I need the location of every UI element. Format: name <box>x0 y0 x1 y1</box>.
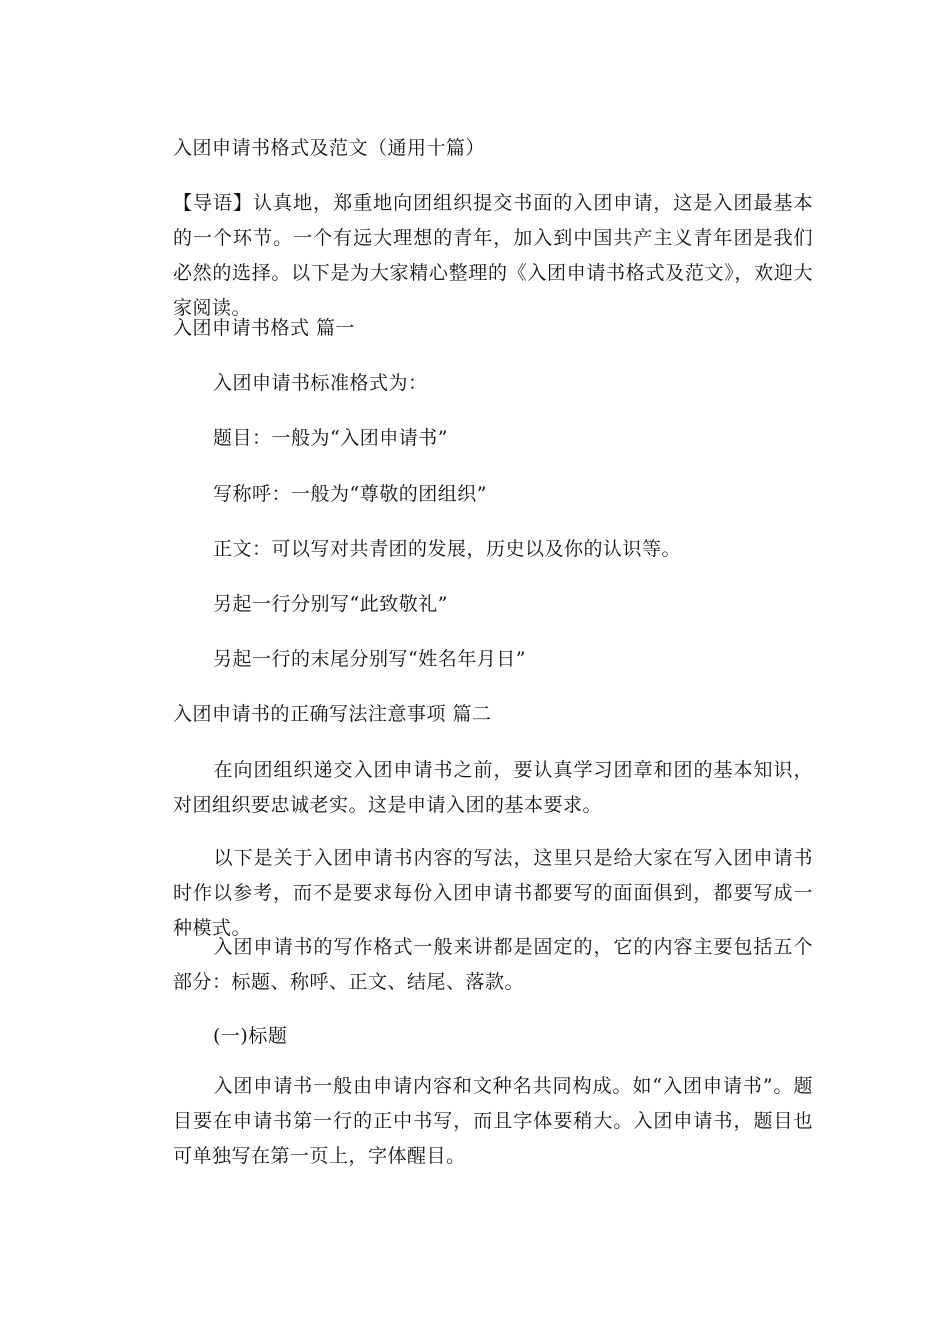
format-line-5: 另起一行分别写“此致敬礼” <box>213 593 448 615</box>
section2-paragraph-3: 入团申请书的写作格式一般来讲都是固定的，它的内容主要包括五个部分：标题、称呼、正文、结尾、落款。 <box>173 936 813 993</box>
format-line-2: 题目：一般为“入团申请书” <box>213 427 448 449</box>
format-line-6: 另起一行的末尾分别写“姓名年月日” <box>213 648 526 670</box>
section1-heading: 入团申请书格式 篇一 <box>173 317 356 339</box>
intro-paragraph <box>173 186 813 326</box>
intro-label: 【导语】 <box>173 192 254 214</box>
format-line-4: 正文：可以写对共青团的发展，历史以及你的认识等。 <box>213 538 682 560</box>
document-title: 入团申请书格式及范文（通用十篇） <box>173 137 486 159</box>
subheading-title: (一)标题 <box>213 1025 288 1047</box>
section2-heading: 入团申请书的正确写法注意事项 篇二 <box>173 703 492 725</box>
intro-text: 认真地，郑重地向团组织提交书面的入团申请，这是入团最基本的一个环节。一个有远大理想的青年，加入到中国共产主义青年团是我们必然的选择。以下是为大家精心整理的《入团申请书格式及范文》，欢迎大家阅读。 <box>173 192 813 319</box>
title-section-paragraph: 入团申请书一般由申请内容和文种名共同构成。如“入团申请书”。题目要在申请书第一行的正中书写，而且字体要稍大。入团申请书，题目也可单独写在第一页上，字体醒目。 <box>173 1075 813 1167</box>
section2-paragraph-2: 以下是关于入团申请书内容的写法，这里只是给大家在写入团申请书时作以参考，而不是要求每份入团申请书都要写的面面俱到，都要写成一种模式。 <box>173 847 813 939</box>
format-line-3: 写称呼：一般为“尊敬的团组织” <box>213 483 487 505</box>
format-line-1: 入团申请书标准格式为： <box>213 372 428 394</box>
section2-paragraph-1: 在向团组织递交入团申请书之前，要认真学习团章和团的基本知识，对团组织要忠诚老实。这是申请入团的基本要求。 <box>173 759 813 816</box>
